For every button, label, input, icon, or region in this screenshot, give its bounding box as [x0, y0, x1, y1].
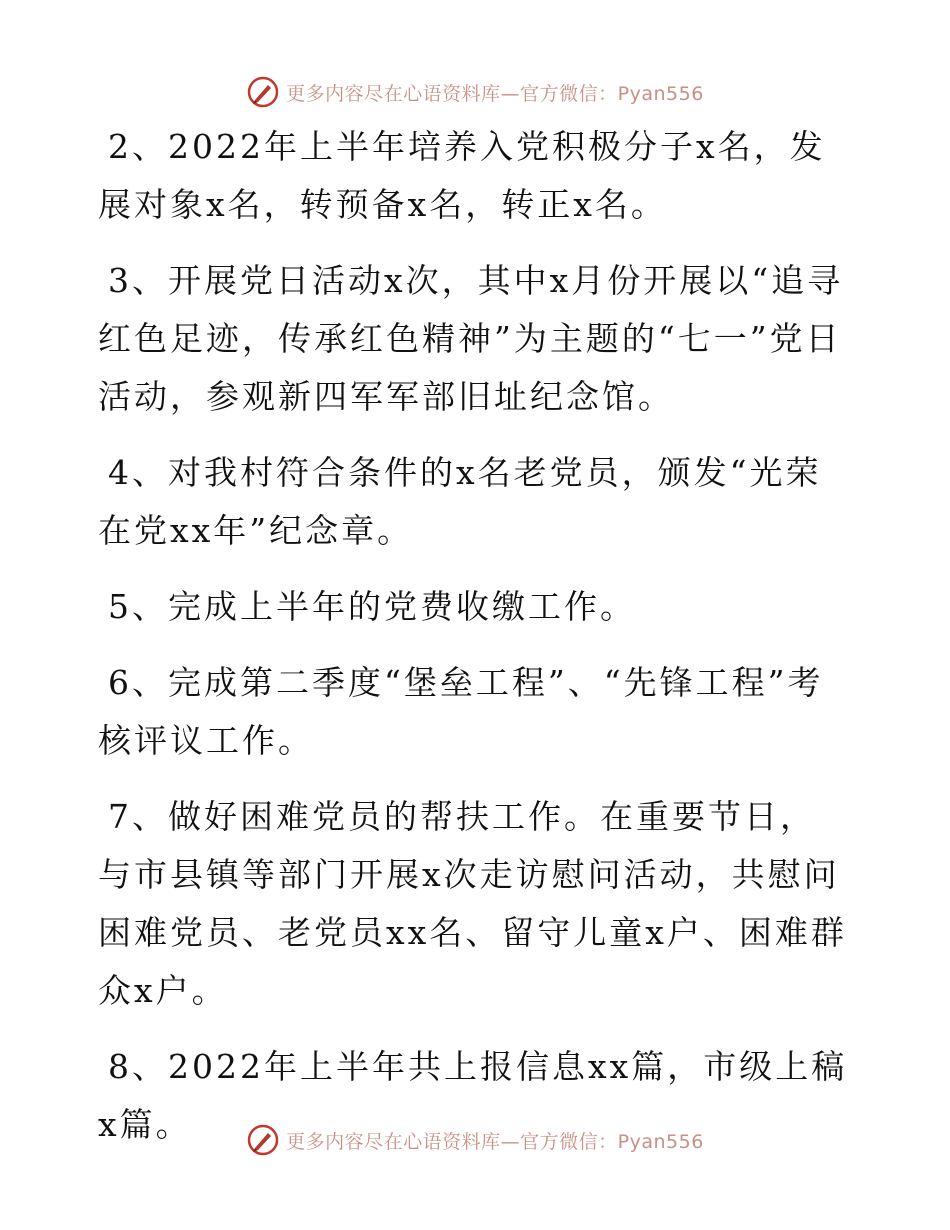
- header-watermark: [0, 72, 950, 112]
- paragraph-item-5: 5、完成上半年的党费收缴工作。: [108, 587, 636, 626]
- pen-circle-logo-icon: [246, 1123, 280, 1157]
- footer-watermark: [0, 1120, 950, 1160]
- pen-circle-logo-icon: [246, 75, 280, 109]
- paragraph-item-2: 2、2022年上半年培养入党积极分子x名，发展对象x名，转预备x名，转正x名。: [98, 127, 826, 224]
- watermark-text: 更多内容尽在心语资料库—官方微信：Pyan556: [286, 1130, 704, 1153]
- paragraph-item-4: 4、对我村符合条件的x名老党员，颁发“光荣在党xx年”纪念章。: [98, 453, 822, 550]
- paragraph-item-6: 6、完成第二季度“堡垒工程”、“先锋工程”考核评议工作。: [98, 663, 824, 760]
- document-body: [98, 118, 850, 1172]
- paragraph-item-7: 7、做好困难党员的帮扶工作。在重要节日，与市县镇等部门开展x次走访慰问活动，共慰问困难党员、老党员xx名、留守儿童x户、困难群众x户。: [98, 797, 847, 1010]
- watermark-text: 更多内容尽在心语资料库—官方微信：Pyan556: [286, 82, 704, 105]
- paragraph-item-3: 3、开展党日活动x次，其中x月份开展以“追寻红色足迹，传承红色精神”为主题的“七一”党日活动，参观新四军军部旧址纪念馆。: [98, 261, 844, 416]
- paragraph-item-8: 8、2022年上半年共上报信息xx篇，市级上稿x篇。: [98, 1047, 848, 1144]
